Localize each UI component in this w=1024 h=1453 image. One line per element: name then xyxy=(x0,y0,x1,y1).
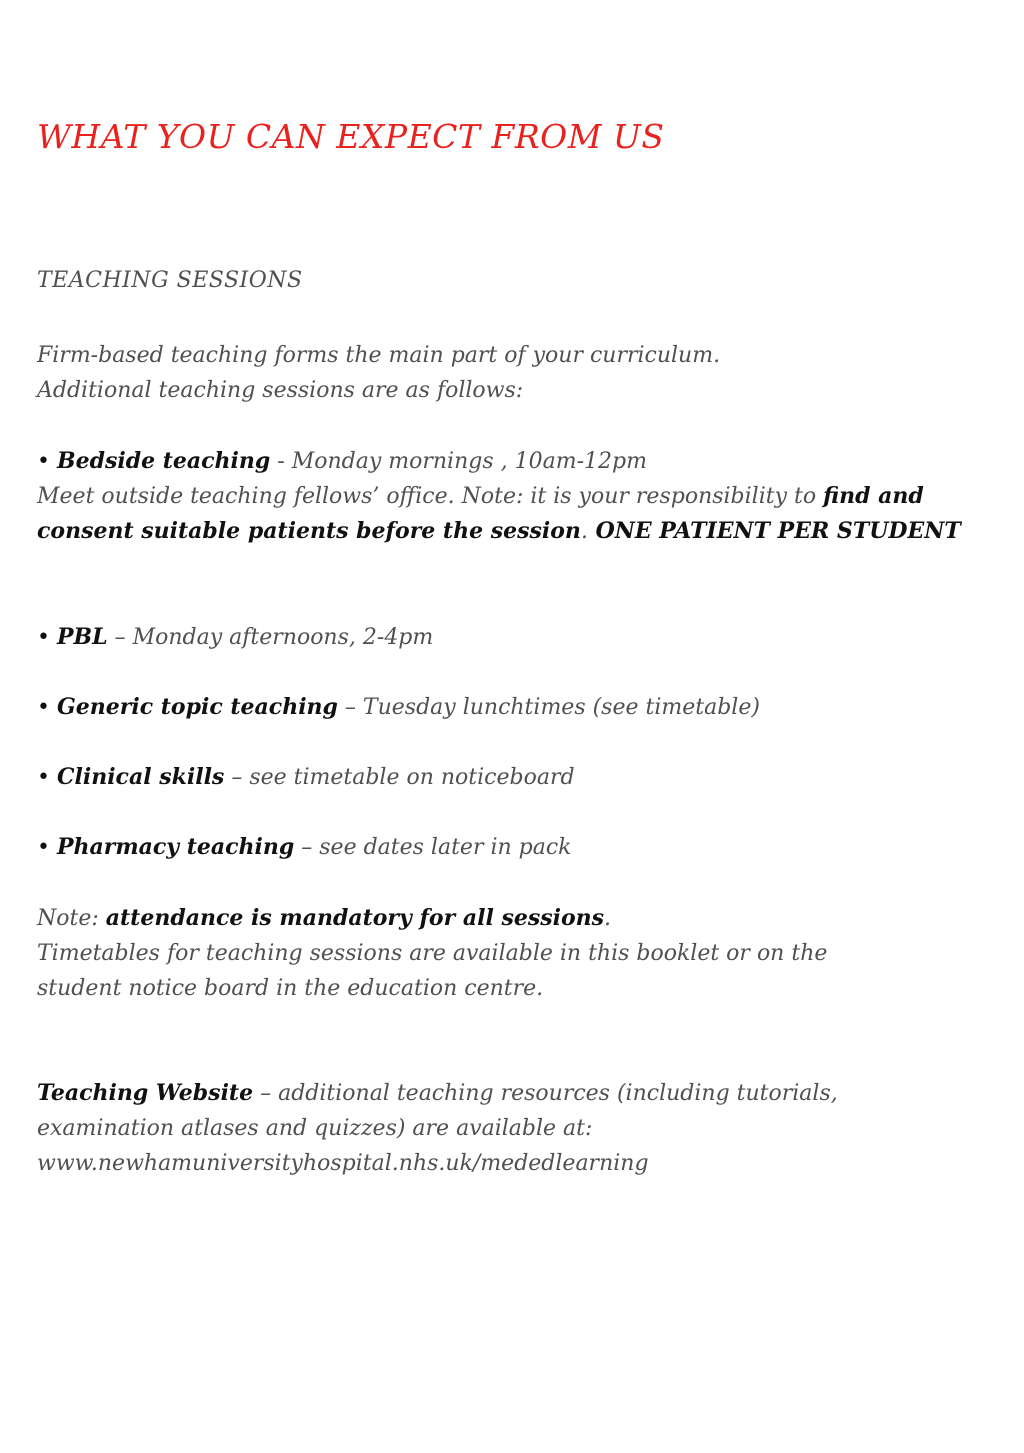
generic-topic-item xyxy=(37,690,967,725)
bedside-time: - Monday mornings , 10am-12pm xyxy=(270,449,647,474)
intro-line-1: Firm-based teaching forms the main part of your curriculum. xyxy=(37,343,721,368)
clinical-skills-item xyxy=(37,760,967,795)
bedside-note-caps: ONE PATIENT PER STUDENT xyxy=(587,518,961,544)
page-title: WHAT YOU CAN EXPECT FROM US xyxy=(37,117,665,156)
attendance-suffix: . xyxy=(604,906,612,931)
teaching-website xyxy=(37,1076,937,1181)
attendance-prefix: Note: xyxy=(37,906,106,931)
bedside-note-emphasis: find and consent suitable patients before the session xyxy=(37,483,924,544)
pharmacy-time: – see dates later in pack xyxy=(294,835,572,860)
bedside-note-period: . xyxy=(580,519,588,544)
bedside-teaching-item xyxy=(37,444,967,549)
section-heading: TEACHING SESSIONS xyxy=(37,268,303,293)
bullet: • xyxy=(37,449,50,474)
bedside-note: Meet outside teaching fellows’ office. Note: it is your responsibility to xyxy=(37,484,824,509)
clinical-time: – see timetable on noticeboard xyxy=(224,765,575,790)
timetables-note: Timetables for teaching sessions are available in this booklet or on the student notice board in the education centre. xyxy=(37,941,828,1001)
intro-line-2: Additional teaching sessions are as follows: xyxy=(37,378,524,403)
generic-time: – Tuesday lunchtimes (see timetable) xyxy=(337,695,760,720)
intro-paragraph xyxy=(37,338,967,408)
attendance-emphasis: attendance is mandatory for all sessions xyxy=(105,905,605,931)
website-label: Teaching Website xyxy=(37,1080,254,1106)
bullet: • xyxy=(37,625,50,650)
attendance-note xyxy=(37,901,967,1006)
pbl-label: PBL xyxy=(56,624,108,650)
pharmacy-label: Pharmacy teaching xyxy=(56,834,295,860)
pbl-item xyxy=(37,620,967,655)
bullet: • xyxy=(37,695,50,720)
website-url[interactable]: www.newhamuniversityhospital.nhs.uk/mededlearning xyxy=(37,1151,649,1176)
pbl-time: – Monday afternoons, 2-4pm xyxy=(107,625,434,650)
bullet: • xyxy=(37,765,50,790)
generic-label: Generic topic teaching xyxy=(56,694,338,720)
bedside-label: Bedside teaching xyxy=(56,448,271,474)
website-description: – additional teaching resources (including tutorials, examination atlases and quizzes) are available at: xyxy=(37,1081,838,1141)
clinical-label: Clinical skills xyxy=(56,764,225,790)
pharmacy-item xyxy=(37,830,967,865)
bullet: • xyxy=(37,835,50,860)
